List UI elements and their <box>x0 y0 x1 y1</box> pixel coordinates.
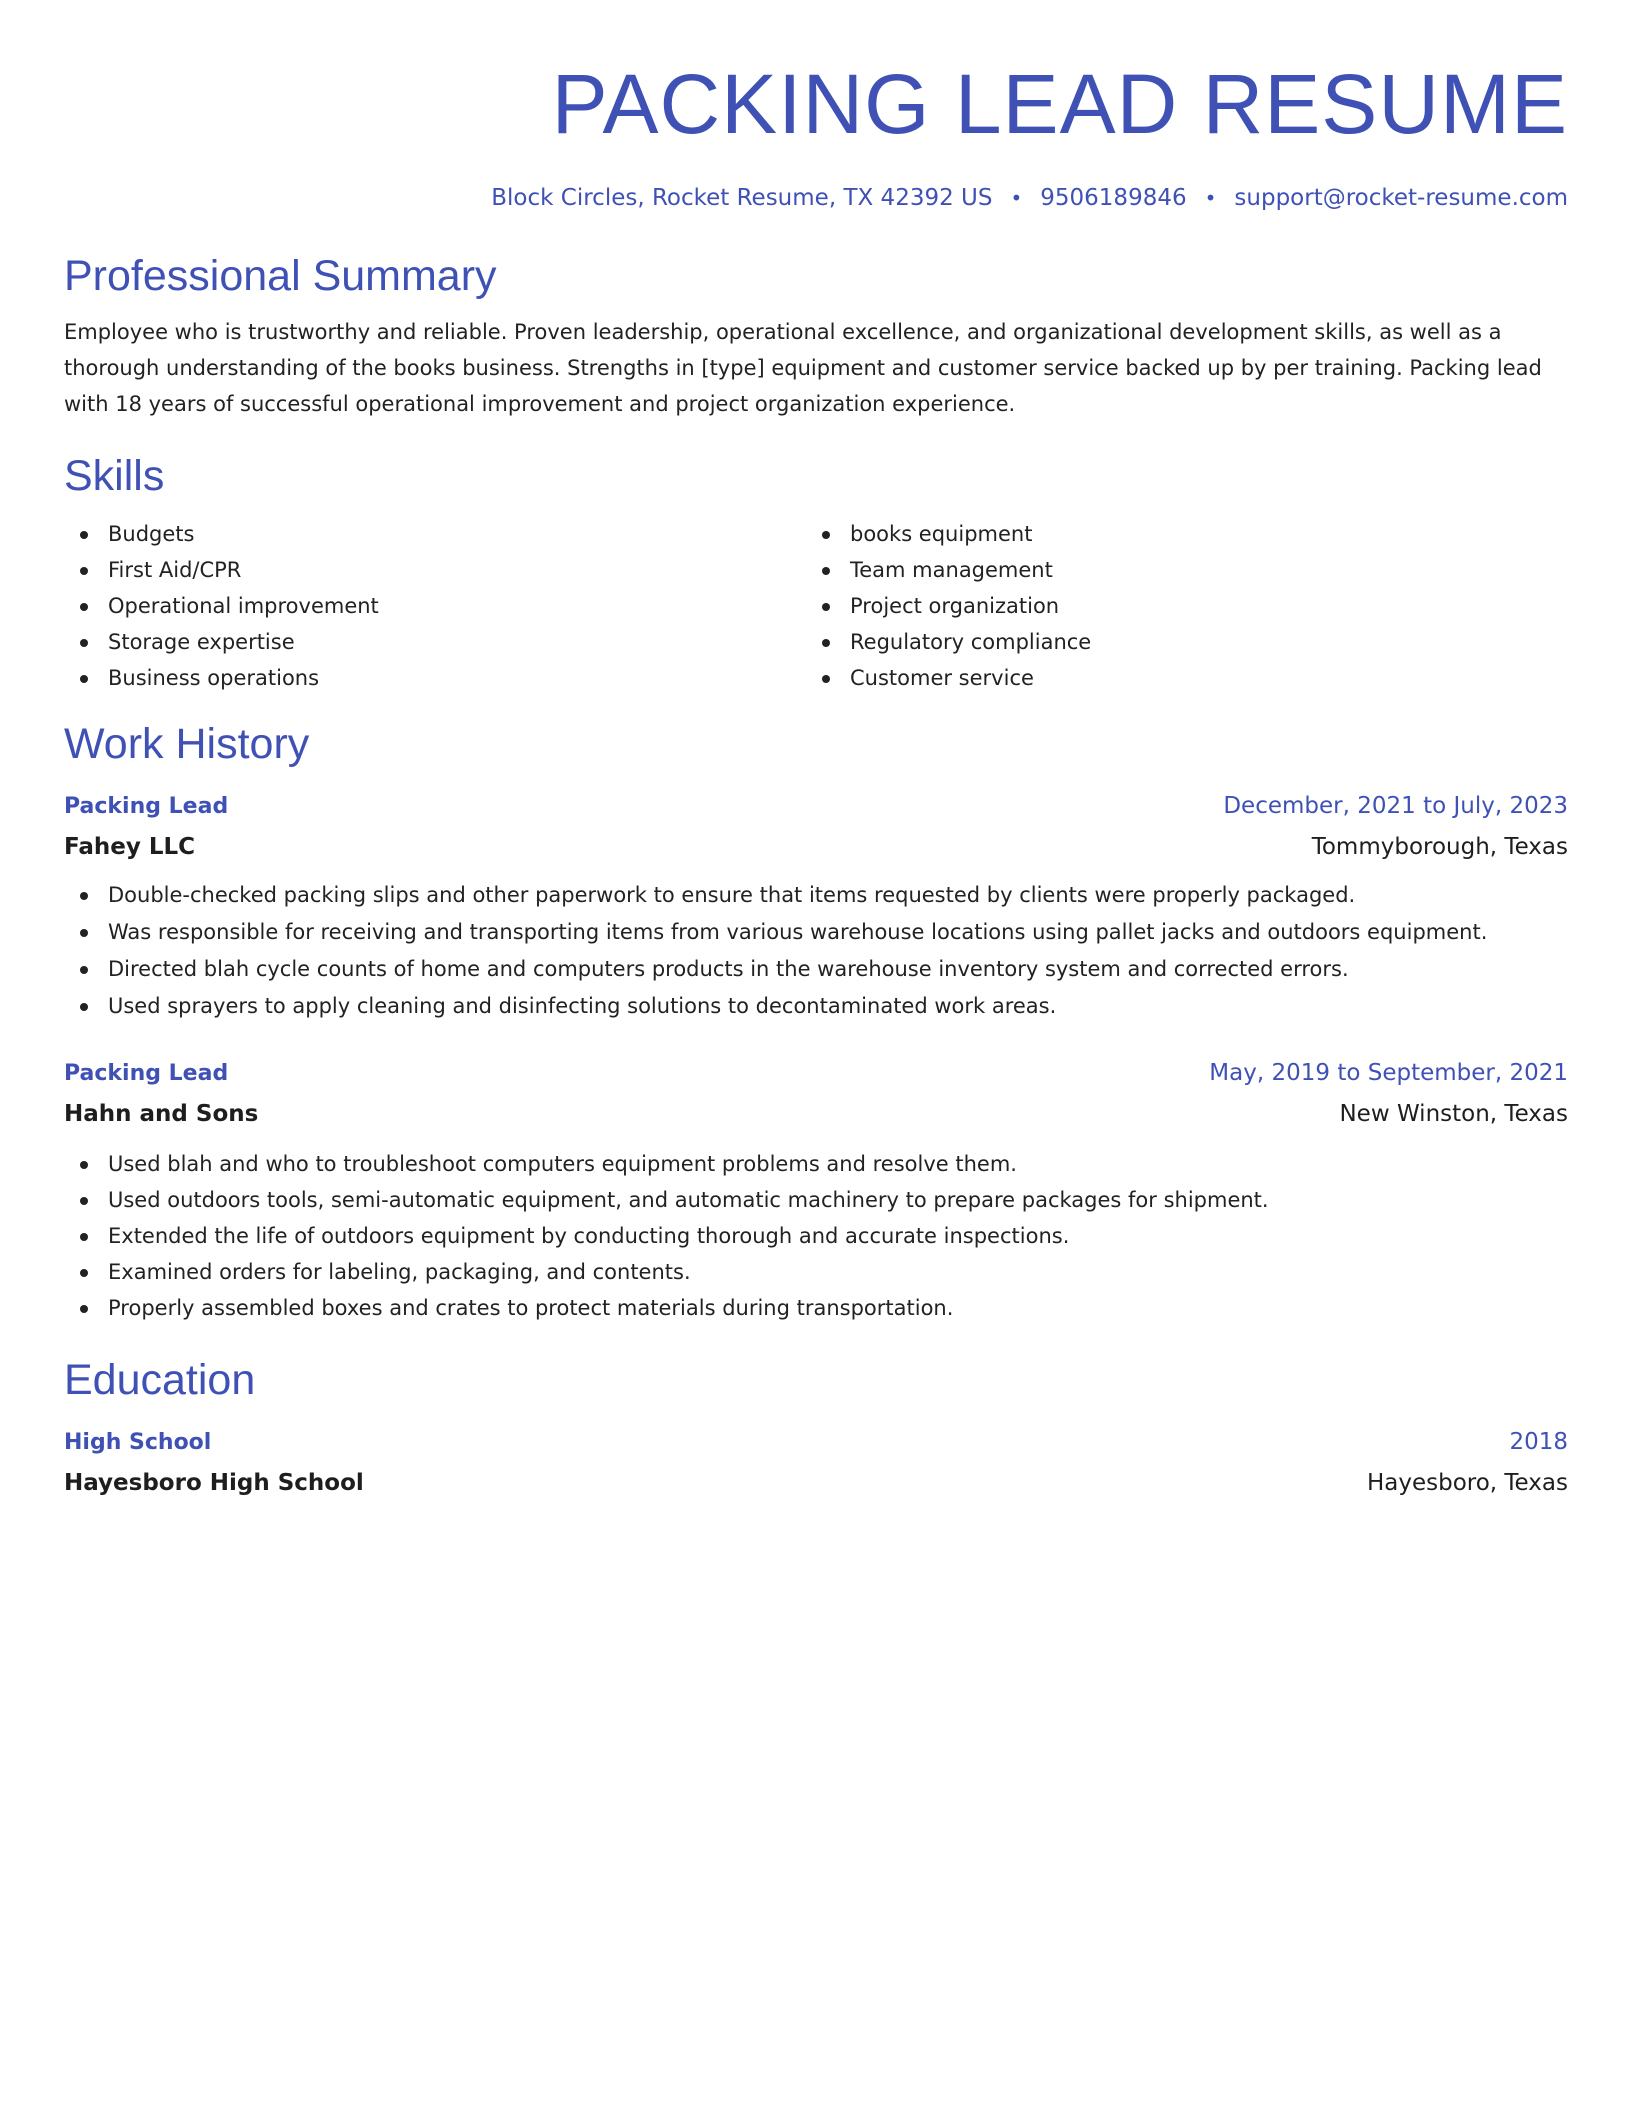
education-school-row <box>64 1463 1568 1503</box>
duty-item: Double-checked packing slips and other paperwork to ensure that items requested by clients were properly packaged. <box>64 877 1568 914</box>
contact-separator: • <box>1010 186 1023 210</box>
skill-item: Operational improvement <box>64 588 806 624</box>
education-degree: High School <box>64 1430 212 1455</box>
resume-title: PACKING LEAD RESUME <box>551 57 1568 151</box>
duty-item: Directed blah cycle counts of home and computers products in the warehouse inventory system and corrected errors. <box>64 951 1568 988</box>
job-company-row <box>64 1094 1568 1134</box>
job-duties <box>64 1146 1568 1326</box>
contact-separator: • <box>1204 186 1217 210</box>
duty-item: Extended the life of outdoors equipment by conducting thorough and accurate inspections. <box>64 1218 1568 1254</box>
job-title: Packing Lead <box>64 1061 229 1086</box>
summary-text: Employee who is trustworthy and reliable. Proven leadership, operational excellence, and organizational development skills, as well as a thorough understanding of the books business. Strengths in [type] equipment and customer service backed up by per training. Packing lead with 18 years of successful operational improvement and project organization experience. <box>64 320 1542 416</box>
resume-page <box>64 0 1568 1503</box>
job-entry <box>64 786 1568 1025</box>
job-company-row <box>64 827 1568 867</box>
job-location: Tommyborough, Texas <box>1311 834 1568 860</box>
work-history-heading: Work History <box>64 720 310 768</box>
duty-item: Used outdoors tools, semi-automatic equipment, and automatic machinery to prepare packages for shipment. <box>64 1182 1568 1218</box>
job-dates: May, 2019 to September, 2021 <box>1209 1060 1568 1086</box>
skill-item: Business operations <box>64 660 806 696</box>
duty-item: Examined orders for labeling, packaging, and contents. <box>64 1254 1568 1290</box>
education-school: Hayesboro High School <box>64 1470 364 1496</box>
resume-header <box>64 0 1568 214</box>
job-entry <box>64 1053 1568 1326</box>
duty-item: Used blah and who to troubleshoot computers equipment problems and resolve them. <box>64 1146 1568 1182</box>
skill-item: Budgets <box>64 516 806 552</box>
job-title-row <box>64 786 1568 827</box>
duty-item: Was responsible for receiving and transporting items from various warehouse locations using pallet jacks and outdoors equipment. <box>64 914 1568 951</box>
duty-item: Properly assembled boxes and crates to protect materials during transportation. <box>64 1290 1568 1326</box>
contact-address: Block Circles, Rocket Resume, TX 42392 US <box>491 185 993 211</box>
skill-item: books equipment <box>806 516 1548 552</box>
skill-item: Customer service <box>806 660 1548 696</box>
job-duties <box>64 877 1568 1025</box>
skill-item: Team management <box>806 552 1548 588</box>
skill-item: Regulatory compliance <box>806 624 1548 660</box>
contact-line <box>64 182 1568 214</box>
skill-item: First Aid/CPR <box>64 552 806 588</box>
job-title-row <box>64 1053 1568 1094</box>
skills-grid <box>64 516 1568 696</box>
job-company: Hahn and Sons <box>64 1101 259 1127</box>
job-dates: December, 2021 to July, 2023 <box>1223 793 1568 819</box>
skills-heading: Skills <box>64 452 165 500</box>
job-company: Fahey LLC <box>64 834 196 860</box>
education-year: 2018 <box>1509 1429 1568 1455</box>
skill-item: Project organization <box>806 588 1548 624</box>
education-location: Hayesboro, Texas <box>1366 1470 1568 1496</box>
summary-heading: Professional Summary <box>64 252 497 300</box>
duty-item: Used sprayers to apply cleaning and disinfecting solutions to decontaminated work areas. <box>64 988 1568 1025</box>
education-degree-row <box>64 1422 1568 1463</box>
skills-column-left <box>64 516 806 696</box>
skills-column-right <box>806 516 1548 696</box>
job-location: New Winston, Texas <box>1339 1101 1568 1127</box>
job-title: Packing Lead <box>64 794 229 819</box>
education-entry <box>64 1422 1568 1503</box>
education-heading: Education <box>64 1356 256 1404</box>
contact-phone[interactable]: 9506189846 <box>1040 185 1187 211</box>
skill-item: Storage expertise <box>64 624 806 660</box>
contact-email[interactable]: support@rocket-resume.com <box>1234 185 1568 211</box>
